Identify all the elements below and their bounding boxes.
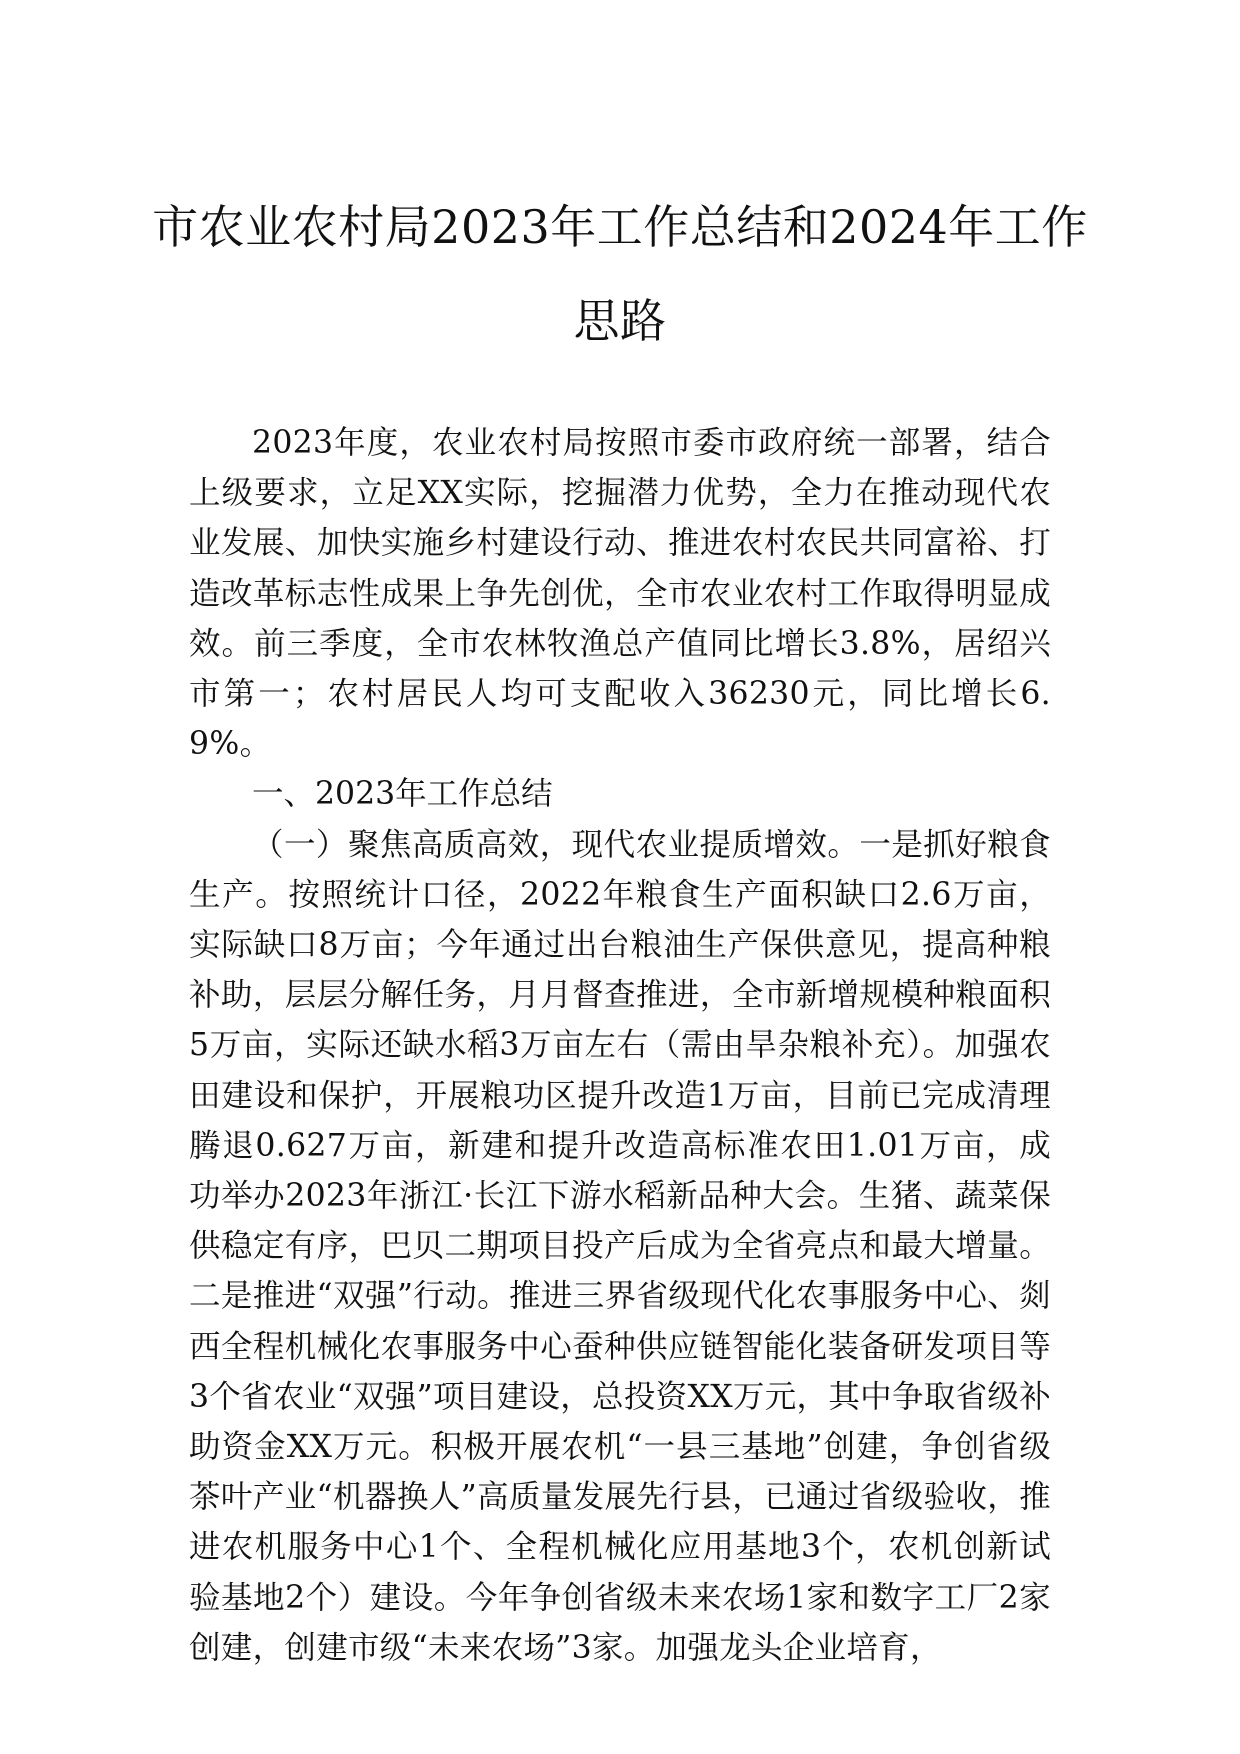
document-title: 市农业农村局2023年工作总结和2024年工作思路 (152, 200, 1088, 348)
intro-paragraph: 2023年度，农业农村局按照市委市政府统一部署，结合上级要求，立足XX实际，挖掘潜力优势，全力在推动现代农业发展、加快实施乡村建设行动、推进农村农民共同富裕、打造改革标志性成果上争先创优，全市农业农村工作取得明显成效。前三季度，全市农林牧渔总产值同比增长3.8%，居绍兴市第一；农村居民人均可支配收入36230元，同比增长6.9%。 (189, 425, 1051, 763)
document-body (189, 418, 1051, 1673)
section-heading: 一、2023年工作总结 (252, 776, 553, 813)
section-paragraph: （一）聚焦高质高效，现代农业提质增效。一是抓好粮食生产。按照统计口径，2022年粮食生产面积缺口2.6万亩，实际缺口8万亩；今年通过出台粮油生产保供意见，提高种粮补助，层层分解任务，月月督查推进，全市新增规模种粮面积5万亩，实际还缺水稻3万亩左右（需由旱杂粮补充）。加强农田建设和保护，开展粮功区提升改造1万亩，目前已完成清理腾退0.627万亩，新建和提升改造高标准农田1.01万亩，成功举办2023年浙江·长江下游水稻新品种大会。生猪、蔬菜保供稳定有序，巴贝二期项目投产后成为全省亮点和最大增量。二是推进“双强”行动。推进三界省级现代化农事服务中心、剡西全程机械化农事服务中心蚕种供应链智能化装备研发项目等3个省农业“双强”项目建设，总投资XX万元，其中争取省级补助资金XX万元。积极开展农机“一县三基地”创建，争创省级茶叶产业“机器换人”高质量发展先行县，已通过省级验收，推进农机服务中心1个、全程机械化应用基地3个，农机创新试验基地2个）建设。今年争创省级未来农场1家和数字工厂2家创建，创建市级“未来农场”3家。加强龙头企业培育， (189, 826, 1051, 1666)
